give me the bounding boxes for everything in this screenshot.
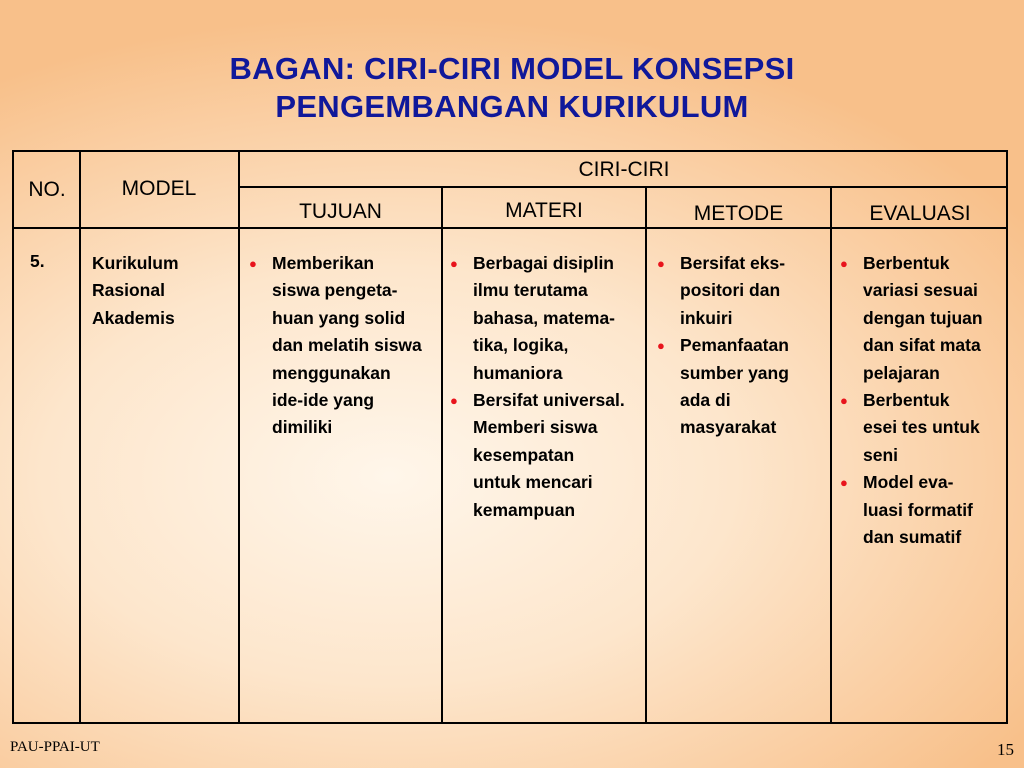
- list-item-line: untuk mencari: [473, 472, 593, 493]
- list-item-line: humaniora: [473, 362, 563, 383]
- list-item-line: ● Pemanfaatan: [680, 335, 789, 356]
- list-item-line: ● Model eva-: [863, 472, 954, 493]
- slide-title-line-1: BAGAN: CIRI-CIRI MODEL KONSEPSI: [229, 51, 795, 86]
- evaluasi-list: [840, 250, 1008, 551]
- list-item-line: dengan tujuan: [863, 307, 983, 328]
- materi-cell: [450, 250, 644, 524]
- list-item: [840, 250, 1008, 387]
- list-item-line: ada di: [680, 390, 731, 411]
- evaluasi-cell: [840, 250, 1008, 551]
- column-divider: [441, 186, 443, 722]
- row-divider: [238, 186, 1006, 188]
- list-item-line: ● Berbentuk: [863, 390, 950, 411]
- list-item: [840, 469, 1008, 551]
- list-item-line: dan sumatif: [863, 527, 962, 548]
- model-characteristics-table: [12, 150, 1008, 724]
- header-model: MODEL: [121, 177, 197, 200]
- header-tujuan: TUJUAN: [299, 200, 382, 223]
- list-item-line: esei tes untuk: [863, 417, 980, 438]
- footer-source: PAU-PPAI-UT: [10, 739, 100, 755]
- metode-cell: [657, 250, 829, 442]
- header-no: NO.: [28, 178, 66, 201]
- column-divider: [645, 186, 647, 722]
- list-item-line: ● Berbentuk: [863, 253, 950, 273]
- list-item-line: Memberi siswa: [473, 417, 598, 438]
- list-item-line: luasi formatif: [863, 499, 973, 520]
- metode-list: [657, 250, 829, 442]
- list-item-line: dan melatih siswa: [272, 335, 422, 356]
- list-item-line: ● Bersifat eks-: [680, 253, 786, 273]
- tujuan-cell: [249, 250, 439, 442]
- list-item: [450, 387, 644, 524]
- list-item-line: ide-ide yang: [272, 390, 375, 411]
- list-item-line: kesempatan: [473, 444, 575, 465]
- slide-title-line-2: PENGEMBANGAN KURIKULUM: [275, 89, 749, 124]
- row-divider: [14, 227, 1006, 229]
- list-item-line: dan sifat mata: [863, 335, 981, 356]
- materi-list: [450, 250, 644, 524]
- list-item-line: pelajaran: [863, 362, 940, 383]
- list-item-line: seni: [863, 444, 899, 465]
- header-evaluasi: EVALUASI: [869, 202, 971, 225]
- list-item-line: sumber yang: [680, 362, 789, 383]
- slide-title: [0, 50, 1024, 126]
- list-item-line: siswa pengeta-: [272, 280, 398, 301]
- list-item: [657, 332, 829, 442]
- tujuan-list: [249, 250, 439, 442]
- list-item-line: huan yang solid: [272, 307, 406, 328]
- header-materi: MATERI: [505, 199, 583, 222]
- list-item: [657, 250, 829, 332]
- list-item: [450, 250, 644, 387]
- list-item-line: tika, logika,: [473, 335, 569, 356]
- model-name-line: Akademis: [92, 307, 175, 328]
- column-divider: [79, 152, 81, 722]
- list-item-line: ● Bersifat universal.: [473, 390, 625, 411]
- row-number: 5.: [30, 251, 45, 271]
- header-ciri-ciri: CIRI-CIRI: [578, 158, 670, 181]
- list-item: [840, 387, 1008, 469]
- model-name-line: Kurikulum: [92, 253, 179, 273]
- list-item-line: menggunakan: [272, 362, 391, 383]
- list-item-line: positori dan: [680, 280, 781, 301]
- list-item-line: ● Berbagai disiplin: [473, 253, 614, 273]
- page-number: 15: [997, 740, 1014, 759]
- list-item-line: masyarakat: [680, 417, 777, 438]
- list-item-line: variasi sesuai: [863, 280, 978, 301]
- model-name: [92, 250, 179, 332]
- list-item-line: dimiliki: [272, 417, 333, 438]
- list-item: [249, 250, 439, 442]
- list-item-line: inkuiri: [680, 307, 733, 328]
- list-item-line: kemampuan: [473, 499, 576, 520]
- model-name-line: Rasional: [92, 280, 165, 301]
- column-divider: [238, 152, 240, 722]
- header-metode: METODE: [693, 202, 784, 225]
- list-item-line: ilmu terutama: [473, 280, 588, 301]
- list-item-line: ● Memberikan: [272, 253, 375, 273]
- list-item-line: bahasa, matema-: [473, 307, 616, 328]
- column-divider: [830, 186, 832, 722]
